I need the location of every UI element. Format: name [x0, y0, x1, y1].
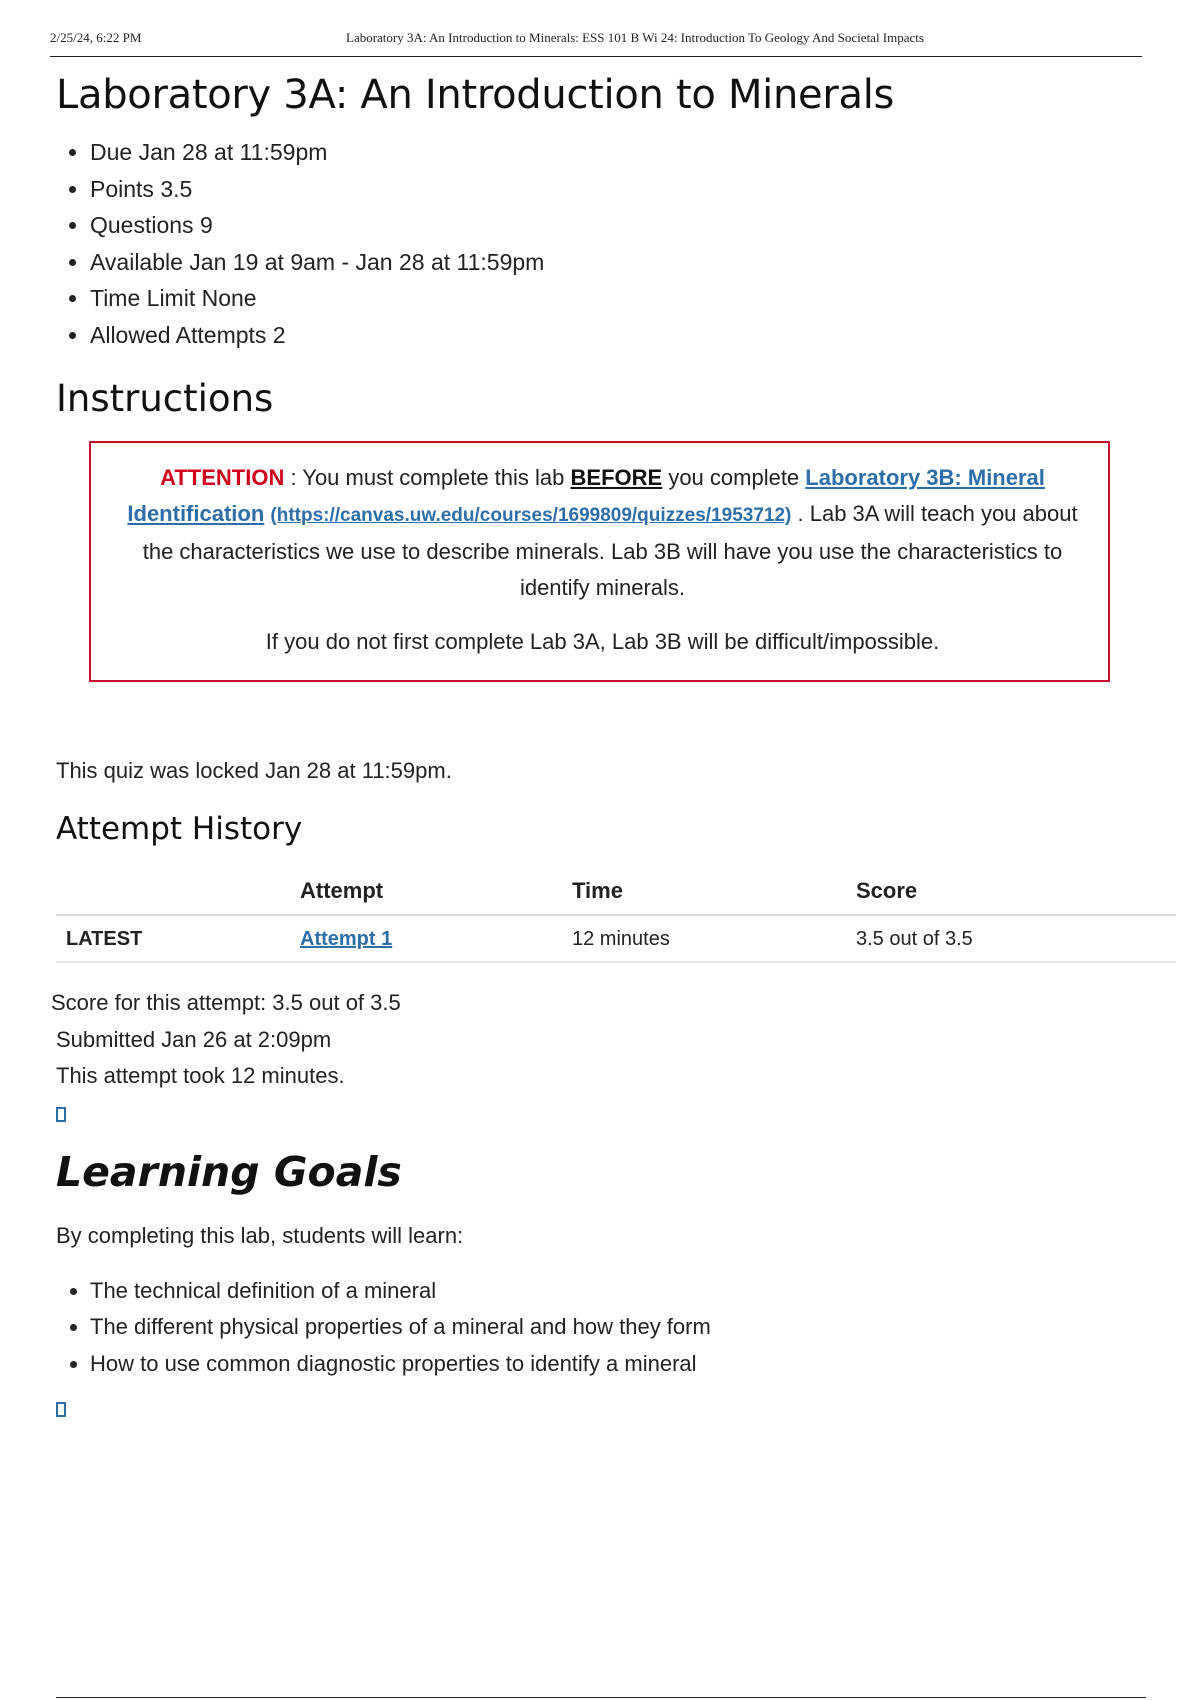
list-item: • The different physical properties of a mineral and how they form	[90, 1309, 1146, 1346]
print-date: 2/25/24, 6:22 PM	[50, 30, 142, 45]
attempt-score: Score for this attempt: 3.5 out of 3.5	[51, 990, 401, 1015]
column-header-time: Time	[572, 870, 856, 915]
print-header	[50, 26, 1142, 57]
lab-3b-url[interactable]: (https://canvas.uw.edu/courses/1699809/quizzes/1953712)	[270, 505, 792, 526]
attempt-duration: This attempt took 12 minutes.	[56, 1063, 345, 1088]
score-cell: 3.5 out of 3.5	[856, 915, 1176, 962]
column-header-attempt: Attempt	[300, 870, 572, 915]
print-doc-title: Laboratory 3A: An Introduction to Minerals: ESS 101 B Wi 24: Introduction To Geology And Societal Impacts	[346, 30, 924, 45]
attention-box	[89, 441, 1110, 682]
quiz-details-list	[56, 134, 1146, 353]
list-item: • How to use common diagnostic properties to identify a mineral	[90, 1346, 1146, 1383]
missing-glyph-icon	[56, 1402, 66, 1417]
detail-allowed-attempts: • Allowed Attempts 2	[90, 317, 1146, 354]
column-header-score: Score	[856, 870, 1176, 915]
attempt-history-table	[56, 870, 1176, 963]
table-header-row	[56, 870, 1176, 915]
table-row	[56, 915, 1176, 962]
lab-3b-link[interactable]: Laboratory 3B: Mineral Identification	[127, 465, 1045, 526]
detail-due: • Due Jan 28 at 11:59pm	[90, 134, 1146, 171]
attention-text-2: you complete	[662, 465, 806, 490]
latest-tag: LATEST	[56, 915, 300, 962]
learning-goals-intro: By completing this lab, students will learn:	[56, 1222, 464, 1248]
before-emphasis: BEFORE	[570, 465, 663, 490]
column-header-tag	[56, 870, 300, 915]
attempt-1-link[interactable]: Attempt 1	[300, 928, 393, 950]
instructions-heading: Instructions	[56, 377, 274, 420]
page-title: Laboratory 3A: An Introduction to Minerals	[56, 72, 895, 118]
missing-glyph-icon	[56, 1107, 66, 1122]
lock-notice: This quiz was locked Jan 28 at 11:59pm.	[56, 758, 452, 783]
learning-goals-heading: Learning Goals	[56, 1147, 402, 1196]
detail-points: • Points 3.5	[90, 171, 1146, 208]
list-item: • The technical definition of a mineral	[90, 1273, 1146, 1310]
detail-available: • Available Jan 19 at 9am - Jan 28 at 11:59pm	[90, 244, 1146, 281]
attempt-submitted: Submitted Jan 26 at 2:09pm	[56, 1026, 332, 1052]
quiz-content	[51, 66, 1146, 1422]
detail-time-limit: • Time Limit None	[90, 280, 1146, 317]
learning-goals-list	[56, 1273, 1146, 1383]
attention-paragraph	[123, 460, 1082, 606]
attempt-cell	[300, 915, 572, 962]
attention-text-3: . Lab 3A will teach you about the characteristics we use to describe minerals. Lab 3B will have you use the characteristics to identify minerals.	[142, 501, 1078, 600]
attempt-summary	[51, 985, 1146, 1095]
attention-warning: If you do not first complete Lab 3A, Lab 3B will be difficult/impossible.	[265, 629, 940, 654]
detail-questions: • Questions 9	[90, 207, 1146, 244]
attempt-history-heading: Attempt History	[56, 811, 303, 847]
attention-text-1: : You must complete this lab	[284, 465, 571, 490]
footer-rule	[56, 1697, 1146, 1698]
attention-label: ATTENTION	[160, 465, 285, 490]
time-cell: 12 minutes	[572, 915, 856, 962]
